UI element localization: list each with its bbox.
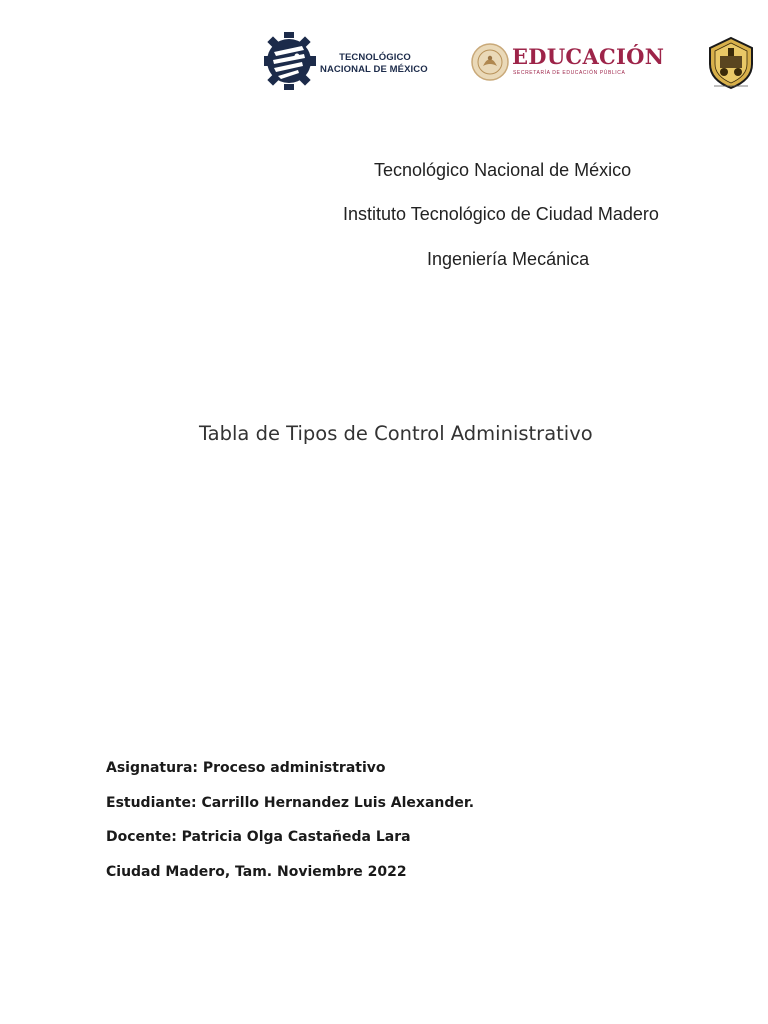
teacher-line: Docente: Patricia Olga Castañeda Lara [106, 829, 411, 845]
itcm-logo [706, 36, 756, 90]
document-details [106, 760, 474, 898]
eagle-gear-icon [264, 32, 316, 90]
educacion-title: EDUCACIÓN [512, 44, 665, 69]
tecnm-line2: NACIONAL DE MÉXICO [320, 64, 428, 75]
tecnm-logo-text [320, 52, 430, 76]
subject-line: Asignatura: Proceso administrativo [106, 760, 386, 776]
institution-name: Tecnológico Nacional de México [374, 160, 632, 180]
document-title: Tabla de Tipos de Control Administrativo [199, 422, 593, 445]
educacion-logo [470, 42, 665, 86]
place-date-line: Ciudad Madero, Tam. Noviembre 2022 [106, 863, 407, 880]
campus-name: Instituto Tecnológico de Ciudad Madero [343, 204, 659, 224]
student-line: Estudiante: Carrillo Hernandez Luis Alexander. [106, 794, 475, 811]
mexico-seal-icon [470, 42, 510, 82]
program-name: Ingeniería Mecánica [427, 249, 590, 269]
tecnm-logo [264, 32, 434, 90]
tecnm-line1: TECNOLÓGICO [339, 52, 411, 63]
itcm-shield-icon [706, 36, 756, 90]
educacion-subtitle: SECRETARÍA DE EDUCACIÓN PÚBLICA [513, 70, 626, 76]
